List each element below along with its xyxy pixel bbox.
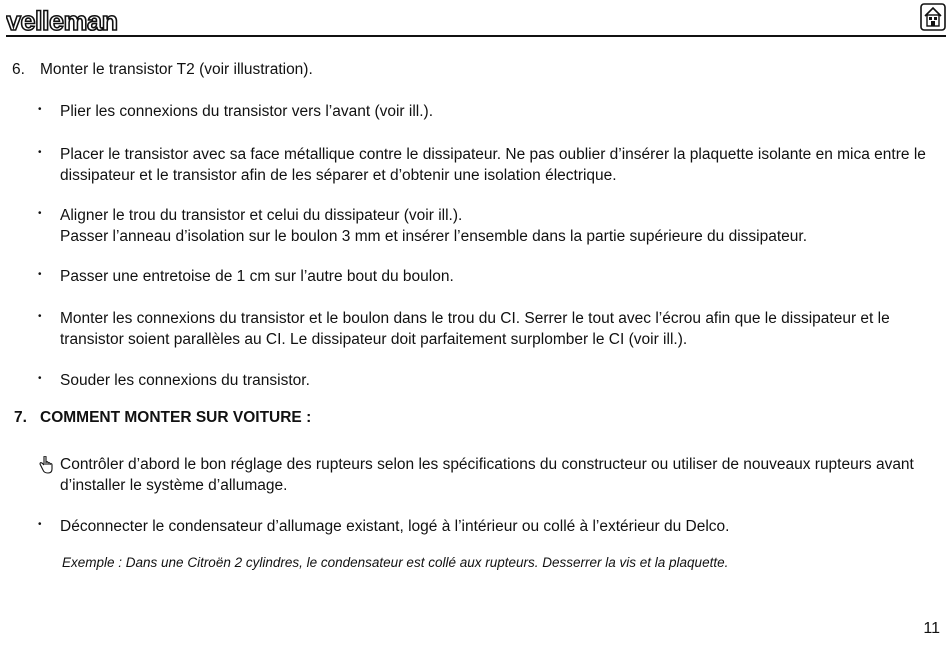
section-7-bullet: Déconnecter le condensateur d’allumage existant, logé à l’intérieur ou collé à l’extérieur du Delco. — [60, 518, 730, 535]
step-6-bullet-5: Monter les connexions du transistor et le boulon dans le trou du CI. Serrer le tout avec l’écrou afin que le dissipateur et le transistor soient parallèles au CI. Le dissipateur doit parfaitement surplomber le CI (voir ill.). — [60, 310, 890, 348]
section-7-heading — [14, 409, 311, 427]
header-rule — [6, 35, 946, 37]
step-6-bullet-1: Plier les connexions du transistor vers l’avant (voir ill.). — [60, 103, 433, 120]
step-6-bullet-3: Aligner le trou du transistor et celui du dissipateur (voir ill.). — [60, 207, 463, 224]
page-number: 11 — [923, 620, 940, 637]
pointing-hand-icon — [38, 456, 54, 474]
section-title: COMMENT MONTER SUR VOITURE : — [40, 409, 312, 426]
velleman-logo — [6, 6, 146, 34]
svg-text:velleman: velleman — [6, 6, 118, 34]
section-number: 7. — [14, 409, 27, 426]
step-6-bullet-6: Souder les connexions du transistor. — [60, 372, 310, 389]
bullet-icon: • — [38, 208, 42, 219]
step-6-bullet-2: Placer le transistor avec sa face métallique contre le dissipateur. Ne pas oublier d’insérer la plaquette isolante en mica entre le dissipateur et le transistor afin de les séparer et d’obtenir une isolation électrique. — [60, 146, 926, 184]
home-icon[interactable] — [920, 3, 946, 31]
step-6-bullet-3-continuation: Passer l’anneau d’isolation sur le boulon 3 mm et insérer l’ensemble dans la partie supérieure du dissipateur. — [60, 228, 808, 245]
bullet-icon: • — [38, 373, 42, 384]
section-7-note: Contrôler d’abord le bon réglage des rupteurs selon les spécifications du constructeur ou utiliser de nouveaux rupteurs avant d’installer le système d’allumage. — [60, 456, 914, 494]
bullet-icon: • — [38, 311, 42, 322]
step-6-bullet-4: Passer une entretoise de 1 cm sur l’autre bout du boulon. — [60, 268, 454, 285]
step-number: 6. — [12, 61, 25, 78]
step-6-heading — [12, 61, 313, 79]
example-text: Exemple : Dans une Citroën 2 cylindres, le condensateur est collé aux rupteurs. Desserrer la vis et la plaquette. — [62, 555, 729, 570]
bullet-icon: • — [38, 269, 42, 280]
bullet-icon: • — [38, 519, 42, 530]
bullet-icon: • — [38, 104, 42, 115]
bullet-icon: • — [38, 147, 42, 158]
step-title: Monter le transistor T2 (voir illustration). — [40, 61, 313, 78]
